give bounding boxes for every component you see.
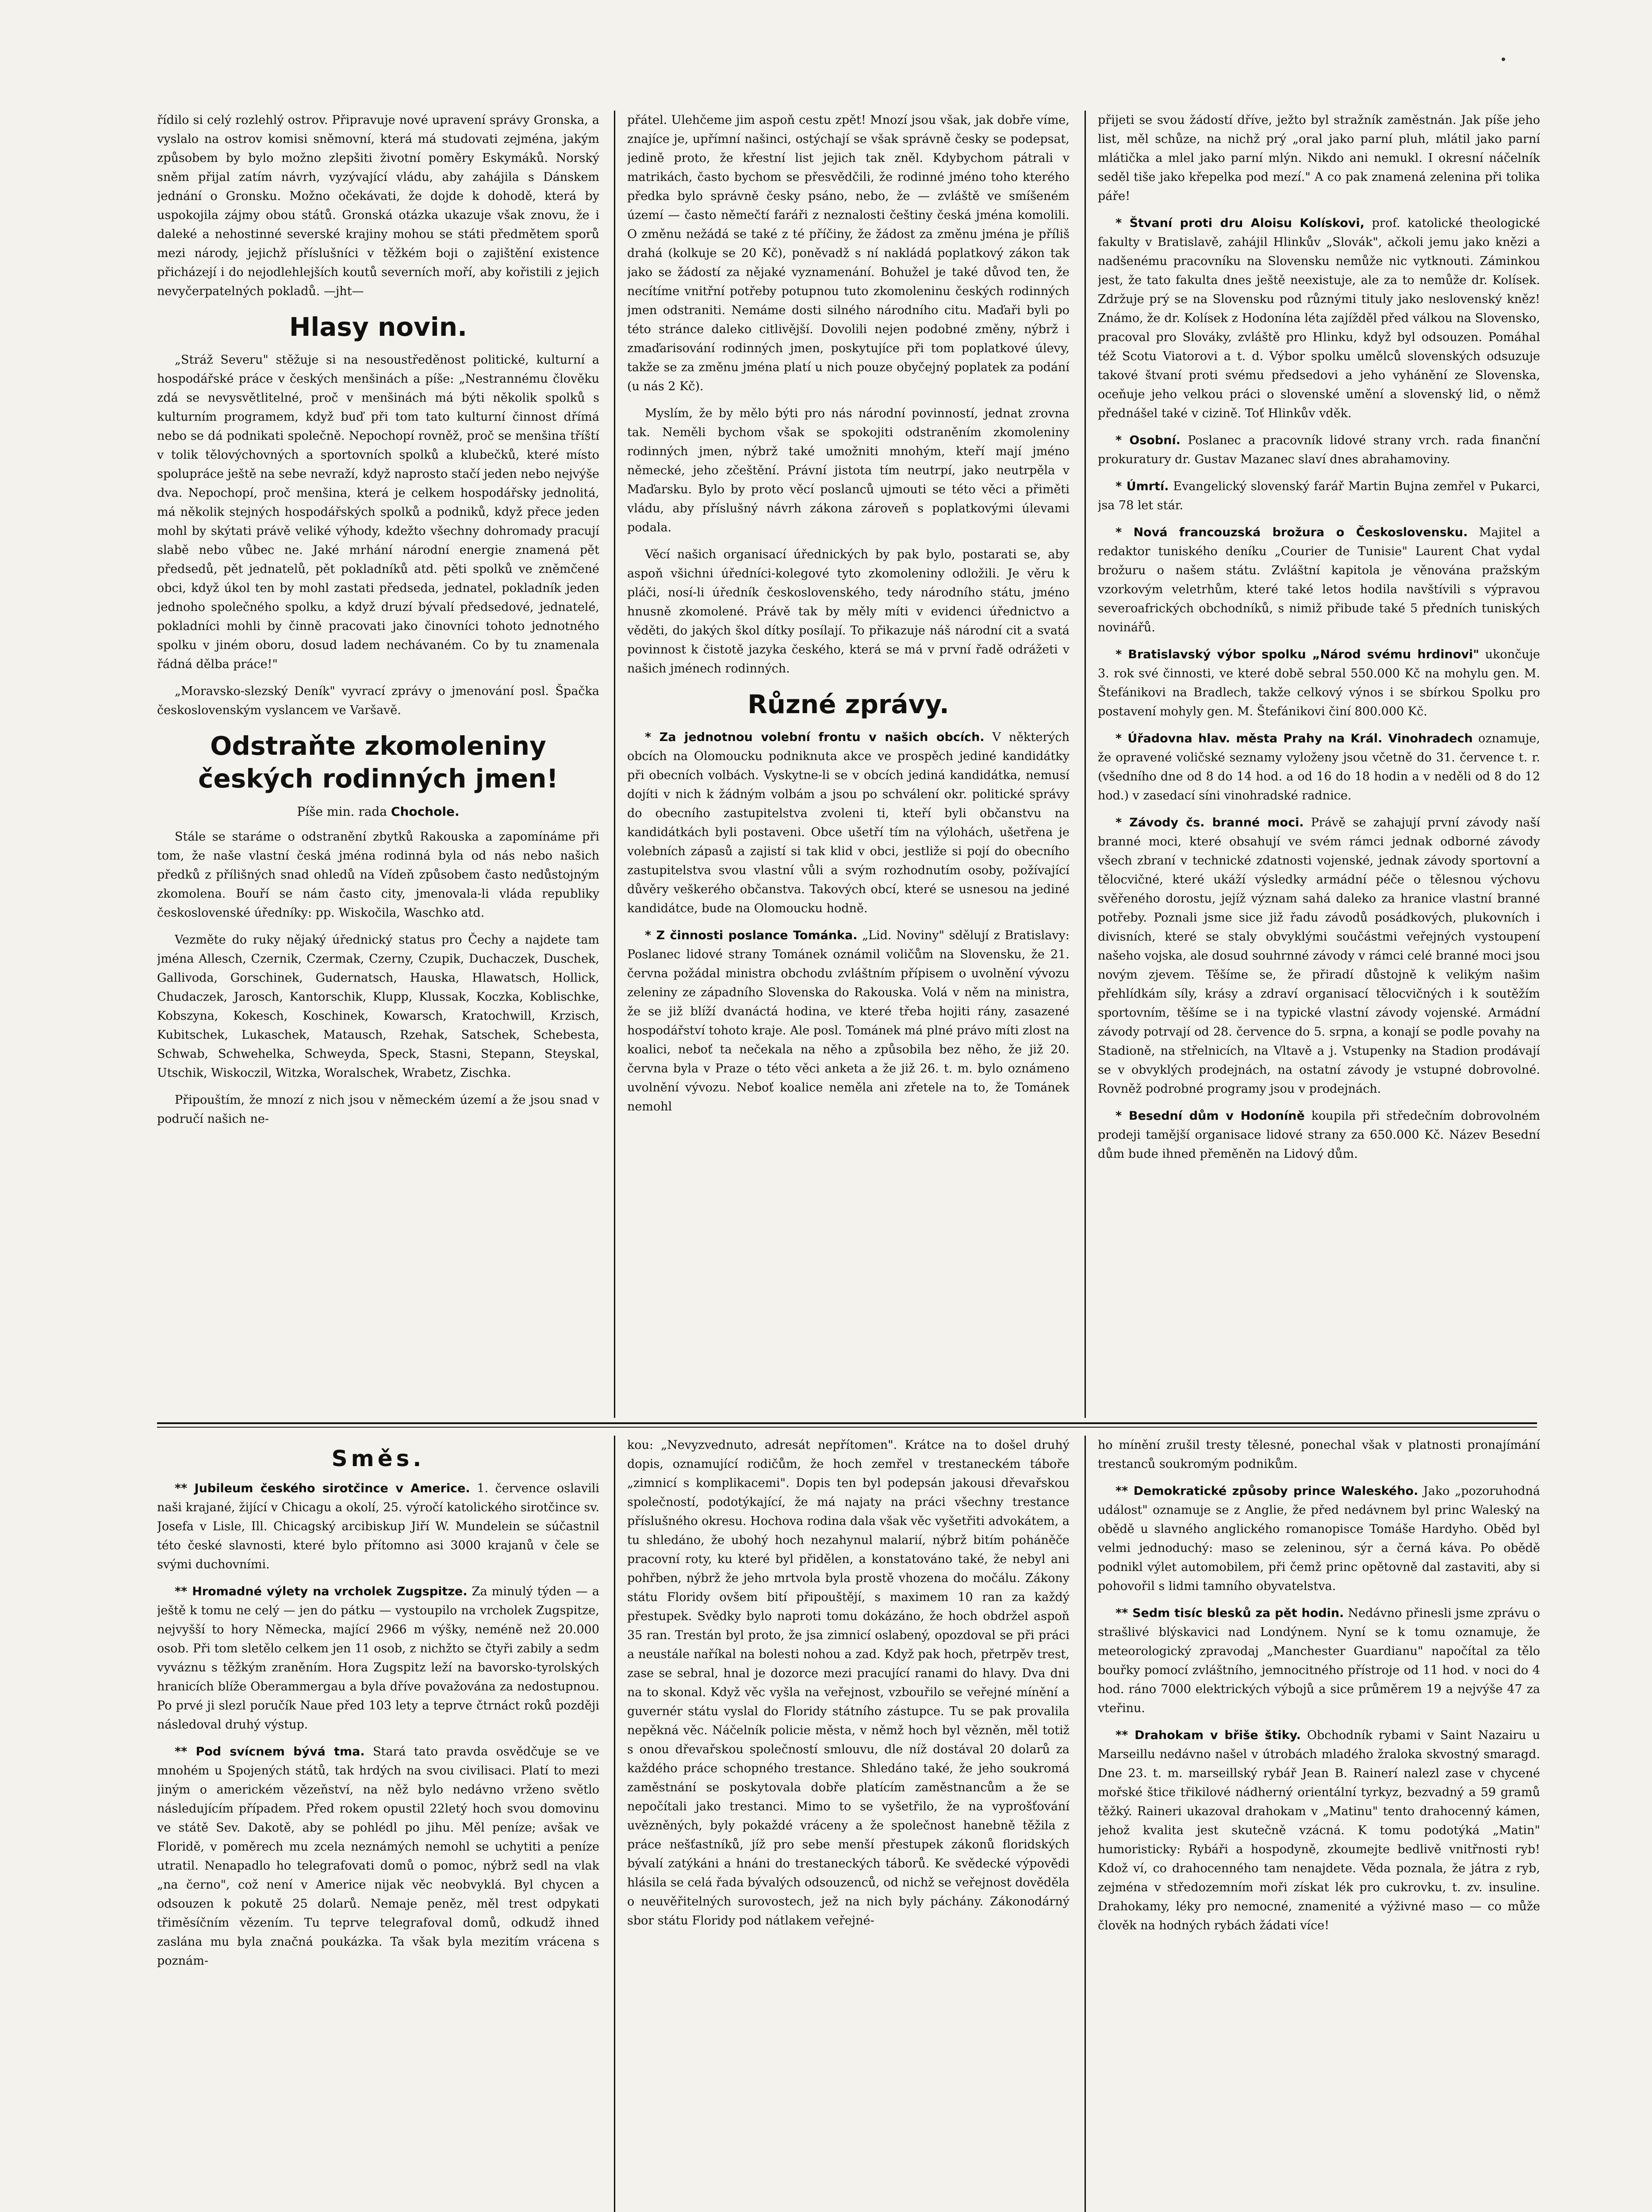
smes-rule-1 (614, 1436, 615, 2212)
tomanek-continued: přijeti se svou žádostí dříve, ježto byl stražník zaměstnán. Jak píše jeho list, měl schůze, na nichž prý „oral jako parní pluh, mlátil jako parní mlátička a mlel jako parní mlýn. Nikdo ani nemukl. I okresní náčelník seděl tiše jako křepelka pod mezí." A co pak znamená zelenina při tolika páře! (1098, 113, 1540, 203)
column-2 (627, 111, 1069, 1517)
news-item-text: V některých obcích na Olomoucku podniknuta akce ve prospěch jediné kandidátky při obecních volbách. Vyskytne-li se v obcích jediná kandidátka, nemusí dojíti v nich k žádným volbám a jsou po schválení okr. politické správy do obecního zastupitelstva zvoleni ti, kteří byli občanstvu na kandidátkách byli postaveni. Obce ušetří tím na výlohách, ušetřena je volebních zápasů a zajistí si tak klid v obci, jestliže si pojí do obecního zastupitelstva svou vlastní vůli a svým rozhodnutím osoby, požívající důvěry veškerého občanstva. Takových obcí, které se usnesou na jediné kandidátce, bude na Olomoucku hodně. (627, 730, 1069, 915)
news-item-text: Poslanec a pracovník lidové strany vrch. rada finanční prokuratury dr. Gustav Mazanec slaví dnes abrahamoviny. (1098, 434, 1540, 466)
column-rule-1 (614, 111, 615, 1418)
smes-item-text: Jako „pozoruhodná událost" oznamuje se z Anglie, že před nedávnem byl princ Waleský na obědě u slavného anglického romanopisce Tomáše Hardyho. Oběd byl velmi jednoduchý: maso se zeleninou, sýr a černá káva. Po obědě podnikl výlet automobilem, při čemž princ opětovně dal zastaviti, aby si pohovořil s lidmi tamního obyvatelstva. (1098, 1484, 1540, 1593)
news-item-text: prof. katolické theologické fakulty v Bratislavě, zahájil Hlinkův „Slovák", ačkoli jemu jako knězi a nadšenému pracovníku na Slovensku nemůže nic vytknouti. Záminkou jest, že tato fakulta dnes ještě neexistuje, ale za to nemůže dr. Kolísek. Zdržuje prý se na Slovensku pod různými tituly jako neslovenský kněz! Známo, že dr. Kolísek z Hodonína léta zajížděl před válkou na Slovensko, pracoval pro Slováky, zvláště pro Hlinku, když byl odsouzen. Pomáhal též Scotu Viatorovi a t. d. Výbor spolku umělců slovenských odsuzuje takové štvaní proti svému předsedovi a jeho vyhánění ze Slovenska, oceňuje jeho velkou práci o slovenské umění a slovenský lid, o němž přednášel také v cizině. Toť Hlinkův vděk. (1098, 216, 1540, 420)
news-item-tomanek (627, 926, 1069, 1116)
heading-ruzne-zpravy: Různé zprávy. (747, 689, 949, 719)
smes-item-title: ** Drahokam v břiše štiky. (1115, 1728, 1301, 1742)
smes-item-princ (1098, 1482, 1540, 1596)
smes-item-title: ** Sedm tisíc blesků za pět hodin. (1115, 1606, 1344, 1620)
smes-item-zugspitze (157, 1582, 599, 1734)
news-item-besedni-dum (1098, 1106, 1540, 1164)
news-item-title: * Z činnosti poslance Tománka. (645, 929, 858, 942)
news-item-text: Právě se zahajují první závody naší branné moci, které obsahují ve svém rámci jednak odborné závody všech zbraní v technické zdatnosti vojenské, jednak závody sportovní a tělocvičné, které ukáží výsledky armádní péče o tělesnou výchovu svěřeného dorostu, jejíž význam sahá daleko za hranice vlastní branné potřeby. Poznali jsme sice již řadu závodů posádkových, plukovních i divisních, které se staly obvyklými součástmi veřejných vystoupení našeho vojska, ale dosud souhrnné závody v rámci celé branné moci jsou novým zjevem. Těšíme se, že přiradí důstojně k velikým našim přehlídkám síly, krásy a zdraví organisací tělocvičných i k soutěžím sportovním, těšíme se i na typické vlastní závody vojenské. Armádní závody potrvají od 28. července do 5. srpna, a konají se podle povahy na Stadioně, na střelnicích, na Vltavě a j. Vstupenky na Stadion prodávají se v obvyklých prodejnách, na ostatní závody je vstupné dobrovolné. Rovněž podrobné programy jsou v prodejnách. (1098, 816, 1540, 1096)
zkomoleniny-continued-1: přátel. Ulehčeme jim aspoň cestu zpět! Mnozí jsou však, jak dobře víme, znajíce je, upřímní našinci, ostýchají se však správně česky se podepsat, jedině proto, že křestní list jejich tak zněl. Kdybychom pátrali v matrikách, často bychom se přesvědčili, že rodinné jméno toho kterého předka bylo správně česky psáno, nebo, že — zvláště ve smíšeném území — často němečtí faráři z neznalosti češtiny česká jména komolili. O změnu nežádá se také z té příčiny, že žádost za změnu jména je příliš drahá (kolkuje se 20 Kč), poněvadž s ní nakládá poplatkový zákon tak jako se žádostí za nějaké vyznamenání. Bohužel je také důvod ten, že necítíme vnitřní potřeby potupnou tuto zkomoleninu českých rodinných jmen odstraniti. Nemáme dosti silného národního citu. Maďaři byli po této stránce daleko citlivější. Dovolili nejen podobné změny, nýbrž i zmaďarisování rodinných jmen, poskytujíce při tom poplatkové úlevy, takže se za změnu jména platí u nich pouze obyčejný poplatek za podání (u nás 2 Kč). (627, 113, 1069, 393)
smes-item-text: Stará tato pravda osvědčuje se ve mnohém u Spojených států, tak hrdých na svou civilisaci. Platí to mezi jiným o americkém vězeňství, na něž bylo nedávno vrženo světlo následujícím případem. Před rokem opustil 22letý hoch svou domovinu ve státě Sev. Dakotě, aby se pohlédl po jihu. Měl peníze; avšak ve Floridě, v poměrech mu zcela neznámých nemohl se uchytiti a peníze utratil. Nenapadlo ho telegrafovati domů o pomoc, nýbrž sedl na vlak „na černo", což není v Americe nijak věc neobvyklá. Byl chycen a odsouzen k pokutě 25 dolarů. Nemaje peněz, měl trest odpykati třiměsíčním vězením. Tu teprve telegrafoval domů, odkudž ihned zaslána mu byla značná poukázka. Ta však byla mezitím vrácena s poznám- (157, 1745, 599, 1968)
zkomoleniny-continued-3: Věcí našich organisací úřednických by pak bylo, postarati se, aby aspoň všichni úředníci-kolegové tyto zkomoleniny odložili. Je věru k pláči, nosí-li úředník československého, tedy národního státu, jméno hnusně zkomolené. Právě tak by měly míti v evidenci úřednictvo a věděti, do jakých škol dítky posílají. To přikazuje náš národní cit a svatá povinnost k čistotě jazyka českého, která se má v první řadě odrážeti v našich jménech rodinných. (627, 548, 1069, 676)
news-item-text: ukončuje 3. rok své činnosti, ve které době sebral 550.000 Kč na mohylu gen. M. Štefánikovi na Bradlech, takže celkový výnos i se sbírkou Spolku pro postavení mohyly gen. M. Štefánikovi činí 800.000 Kč. (1098, 648, 1540, 718)
smes-svicen-continued: kou: „Nevyzvednuto, adresát nepřítomen". Krátce na to došel druhý dopis, oznamující rodičům, že hoch zemřel v trestaneckém táboře „zimnicí s komplikacemi". Dopis ten byl podepsán jakousi dřevařskou společností, podotýkající, že má najaty na práci všechny trestance příslušného okresu. Hochova rodina dala však věc vyšetřiti advokátem, a tu shledáno, že ubohý hoch nezahynul malarií, nýbrž bitím poháněče pracovní roty, ku které byl přidělen, a konstatováno také, že nebyl ani pohřben, nýbrž že jeho mrtvola byla prostě vhozena do močálu. Zákony státu Floridy ovšem bití připouštějí, s maximem 10 ran za každý přestupek. Svědky bylo naproti tomu dokázáno, že hoch obdržel aspoň 35 ran. Trestán byl proto, že jsa zimnicí oslabený, opozdoval se při práci a neustále naříkal na bolesti nohou a zad. Když pak hoch, přetrpěv trest, zase se sebral, hnal je dozorce mezi pracující ranami do hlavy. Dva dni na to skonal. Když věc vyšla na veřejnost, vzbouřilo se veřejné mínění a guvernér státu vyslal do Floridy státního zástupce. Tu se pak provalila nepěkná věc. Náčelník policie města, v němž hoch byl vězněn, měl totiž s onou dřevařskou společností smlouvu, dle níž dostával 20 dolarů za každého práce schopného trestance. Shledáno také, že jeho soukromá zaměstnání se poskytovala dobře platícím zaměstnancům a že se nepočítali jako trestanci. Mimo to se vyšetřilo, že na vyprošťování uvězněných, byly pokaždé vráceny a že společnost hanebně těžila z práce nešťastníků, jíž pro sebe menší přestupek zákonů floridských bývalí zatýkáni a hnáni do trestaneckých táborů. Ke svědecké výpovědi hlásila se celá řada bývalých odsouzenců, od nichž se veřejnost dověděla o neuvěřitelných surovostech, jež na nich byly páchány. Zákonodárný sbor státu Floridy pod nátlakem veřejné- (627, 1438, 1069, 1928)
heading-hlasy-novin: Hlasy novin. (289, 312, 468, 342)
smes-item-text: Nedávno přinesli jsme zprávu o strašlivé blýskavici nad Londýnem. Nyní se k tomu oznamuje, že meteorologický zpravodaj „Manchester Guardianu" napočítal za tělo bouřky pomocí zvláštního, jemnocitného přístroje od 11 hod. v noci do 4 hod. ráno 7000 elektrických výbojů a sice průměrem 19 a nejvýše 47 za vteřinu. (1098, 1606, 1540, 1715)
zkomoleniny-paragraph-1: Stále se staráme o odstranění zbytků Rakouska a zapomínáme při tom, že naše vlastní česká jména rodinná byla od nás nebo našich předků z přílišných snad ohledů na Vídeň způsobem často nedůstojným zkomolena. Bouří se nám často city, jmenovala-li vláda republiky československé úředníky: pp. Wiskočila, Waschko atd. (157, 830, 599, 920)
zkomoleniny-paragraph-2: Vezměte do ruky nějaký úřednický status pro Čechy a najdete tam jména Allesch, Czernik, Czermak, Czerny, Czupik, Duchaczek, Duschek, Gallivoda, Gorschinek, Gudernatsch, Hauska, Hlawatsch, Hollick, Chudaczek, Jarosch, Kantorschik, Klupp, Klussak, Koczka, Koblischke, Kobszyna, Kokesch, Koschinek, Kowarsch, Kratochwill, Krzisch, Kubitschek, Lukaschek, Matausch, Rzehak, Satschek, Schebesta, Schwab, Schwehelka, Schweyda, Speck, Stasni, Stepann, Steyskal, Utschik, Wiskoczil, Witzka, Woralschek, Wrabetz, Zischka. (157, 933, 599, 1080)
smes-item-title: ** Hromadné výlety na vrcholek Zugspitze. (175, 1585, 468, 1598)
news-item-text: koupila při středečním dobrovolném prodeji tamější organisace lidové strany za 650.000 Kč. Název Besední dům bude ihned přeměněn na Lidový dům. (1098, 1109, 1540, 1161)
smes-rule-2 (1085, 1436, 1086, 2212)
news-item-title: * Bratislavský výbor spolku „Národ svému hrdinovi" (1115, 648, 1480, 661)
news-item-narod-hrdinovi (1098, 645, 1540, 721)
smes-item-blesky (1098, 1604, 1540, 1718)
news-item-title: * Úřadovna hlav. města Prahy na Král. Vinohradech (1115, 732, 1473, 745)
news-item-zavody (1098, 813, 1540, 1098)
smes-column-3 (1098, 1436, 1540, 2212)
smes-item-jubileum (157, 1479, 599, 1574)
news-item-title: * Besední dům v Hodoníně (1115, 1109, 1305, 1123)
smes-item-drahokam (1098, 1726, 1540, 1935)
smes-item-text: Obchodník rybami v Saint Nazairu u Marseillu nedávno našel v útrobách mladého žraloka skvostný smaragd. Dne 23. t. m. marseillský rybář Jean B. Rainerí nalezl zase v chycené mořské štice třikilové nádherný orientální tyrkyz, bezvadný a 59 gramů těžký. Raineri ukazoval drahokam v „Matinu" tento drahocenný kámen, jehož kvalita jest skutečně vzácná. K tomu podotýká „Matin" humoristicky: Rybáři a hospodyně, zkoumejte bedlivě vnitřnosti ryb! Kdož ví, co drahocenného tam nenajdete. Věda poznala, že játra z ryb, zejména v středozemním moři získat lék pro cukrovku, t. zv. insuline. Drahokamy, léky pro nemocné, znamenité a výživné maso — co může člověk na hodných rybách žádati více! (1098, 1728, 1540, 1932)
news-item-title: * Osobní. (1115, 434, 1181, 447)
smes-item-text: Za minulý týden — a ještě k tomu ne celý — jen do pátku — vystoupilo na vrcholek Zugspitze, nejvyšší to hory Německa, mající 2966 m výšky, neméně než 20.000 osob. Při tom sletělo celkem jen 11 osob, z nichžto se čtyři zabily a sedm vyváznu s těžkým zraněním. Hora Zugspitz leží na bavorsko-tyrolských hranicích blíže Oberammergau a byla dříve považována za nedostupnou. Po prvé ji slezl poručík Naue před 103 lety a teprve čtrnáct roků později následoval druhý výstup. (157, 1585, 599, 1732)
news-item-umrti (1098, 477, 1540, 515)
section-rule-top (157, 1422, 1537, 1424)
news-item-text: oznamuje, že opravené voličské seznamy vyloženy jsou včetně do 31. července t. r. (všedního dne od 8 do 14 hod. a od 16 do 18 hodin a v neděli od 8 do 12 hod.) v zasedací síni vinohradské radnice. (1098, 732, 1540, 803)
moravsko-slezsky-denik-paragraph: „Moravsko-slezský Deník" vyvrací zprávy o jmenování posl. Špačka československým vyslancem ve Varšavě. (157, 684, 599, 717)
gronsko-article-end: řídilo si celý rozlehlý ostrov. Připravuje nové upravení správy Gronska, a vyslalo na ostrov komisi sněmovní, která má studovati zejména, jakým způsobem by bylo možno zlepšiti životní poměry Eskymáků. Norský sněm přijal zatím návrh, vyzývající vládu, aby zahájila s Dánskem jednání o Gronsku. Možno očekávati, že dojde k dohodě, která by uspokojila zájmy obou států. Gronská otázka ukazuje však znovu, že i daleké a nehostinné severské krajiny mohou se státi předmětem sporů mezi národy, jejichž příslušníci v těžkém boji o zajištění existence přicházejí i do nejodlehlejších koutů severních moří, aby kořistili z jejich nevyčerpatelných pokladů. —jht— (157, 113, 599, 298)
byline-author: Chochole. (391, 804, 460, 819)
section-rule-bottom (157, 1427, 1537, 1428)
column-3 (1098, 111, 1540, 1517)
column-rule-2 (1085, 111, 1086, 1418)
heading-odstrante-zkomoleniny: Odstraňte zkomoleniny českých rodinných jmen! (198, 731, 558, 794)
news-item-vinohrady (1098, 729, 1540, 805)
straz-severu-paragraph: „Stráž Severu" stěžuje si na nesoustředěnost politické, kulturní a hospodářské práce v českých menšinách a píše: „Nestrannému člověku zdá se nevysvětlitelné, proč v menšinách má býti několik spolků s kulturním programem, když buď při tom tato kulturní činnost dřímá nebo se dá podnikati společně. Nepochopí rovněž, proč se menšina tříští v tolik tělovýchovných a sportovních spolků a klubečků, které místo spolupráce ještě na sebe nevraží, když naprosto stačí jeden nebo nejvýše dva. Nepochopí, proč menšina, která je celkem hospodářsky jednolitá, má několik stejných hospodářských spolků a podniků, když přece jeden mohl by skýtati právě veliké výhody, kdežto všechny dohromady pracují slabě nebo vůbec ne. Jaké mrhání národní energie znamená pět předsedů, pět jednatelů, pět pokladníků atd. pěti spolků ve zněmčené obci, když úkol ten by mohl zastati předseda, jednatel, pokladník jeden jednoho společného spolku, a když druzí bývalí předsedové, jednatelé, pokladníci mohli by činně pracovati jako činovníci tohoto jednotného spolku v jiném oboru, dosud ladem nechávaném. Co by tu znamenala řádná dělba práce!" (157, 353, 599, 671)
column-1 (157, 111, 599, 1517)
news-item-text: Majitel a redaktor tuniského deníku „Courier de Tunisie" Laurent Chat vydal brožuru o našem státu. Zvláštní kapitola je věnována pražským vzorkovým veletrhům, které také letos hodila navštívili s výpravou severoafrických obchodníků, s nimiž přibude také 5 předních tuniských novinářů. (1098, 526, 1540, 634)
smes-item-text: 1. července oslavili naši krajané, žijící v Chicagu a okolí, 25. výročí katolického sirotčince sv. Josefa v Lisle, Ill. Chicagský arcibiskup Jiří W. Mundelein se súčastnil této české slavnosti, které bylo přítomno asi 3000 krajanů v čele se svými duchovními. (157, 1482, 599, 1571)
smes-item-title: ** Demokratické způsoby prince Waleského. (1115, 1484, 1418, 1498)
smes-item-title: ** Jubileum českého sirotčince v Americe. (175, 1482, 470, 1495)
smes-column-1 (157, 1436, 599, 2212)
heading-smes: Směs. (331, 1446, 425, 1471)
print-speck (1502, 58, 1505, 61)
news-item-brozura (1098, 523, 1540, 637)
smes-item-svicen (157, 1742, 599, 1970)
news-item-title: * Závody čs. branné moci. (1115, 816, 1304, 830)
news-item-title: * Úmrtí. (1115, 480, 1169, 493)
news-item-title: * Štvaní proti dru Aloisu Kolískovi, (1115, 216, 1365, 230)
news-item-title: * Za jednotnou volební frontu v našich obcích. (645, 730, 985, 744)
smes-svicen-end: ho mínění zrušil tresty tělesné, ponechal však v platnosti pronajímání trestanců soukromým podnikům. (1098, 1438, 1540, 1471)
news-item-title: * Nová francouzská brožura o Československu. (1115, 526, 1468, 539)
smes-item-title: ** Pod svícnem bývá tma. (175, 1745, 365, 1759)
news-item-text: Evangelický slovenský farář Martin Bujna zemřel v Pukarci, jsa 78 let stár. (1098, 480, 1540, 512)
byline (157, 802, 599, 821)
zkomoleniny-continued-2: Myslím, že by mělo býti pro nás národní povinností, jednat zrovna tak. Neměli bychom však se spokojiti odstraněním zkomoleniny rodinných jmen, nýbrž také umožniti mnohým, kteří mají jméno německé, jeho zčeštění. Právní jistota tím neutrpí, jako neutrpěla v Maďarsku. Bylo by proto věcí poslanců ujmouti se této věci a přiměti vládu, aby příslušný návrh zákona zároveň s poplatkovými úlevami podala. (627, 407, 1069, 534)
news-item-osobni (1098, 431, 1540, 469)
smes-column-2 (627, 1436, 1069, 2212)
news-item-text: „Lid. Noviny" sdělují z Bratislavy: Poslanec lidové strany Tománek oznámil voličům na Slovensku, že 21. června požádal ministra obchodu zvláštním přípisem o uvolnění vývozu zeleniny ze západního Slovenska do Rakouska. Volá v něm na ministra, že se již blíží dvanáctá hodina, ve které třeba hojiti rány, zasazené hospodářství tohoto kraje. Ale posl. Tománek má plné právo míti zlost na koalici, neboť ta nečekala na něho a způsobila bez něho, že již 20. června byla v Praze o této věci anketa a že již 26. t. m. bylo oznámeno uvolnění vývozu. Neboť koalice neměla ani zřetele na to, že Tománek nemohl (627, 929, 1069, 1114)
news-item-volebni-fronta (627, 728, 1069, 918)
byline-prefix: Píše min. rada (297, 804, 387, 819)
zkomoleniny-paragraph-3: Připouštím, že mnozí z nich jsou v německém území a že jsou snad v područí našich ne- (157, 1093, 599, 1126)
news-item-kolisek (1098, 214, 1540, 423)
